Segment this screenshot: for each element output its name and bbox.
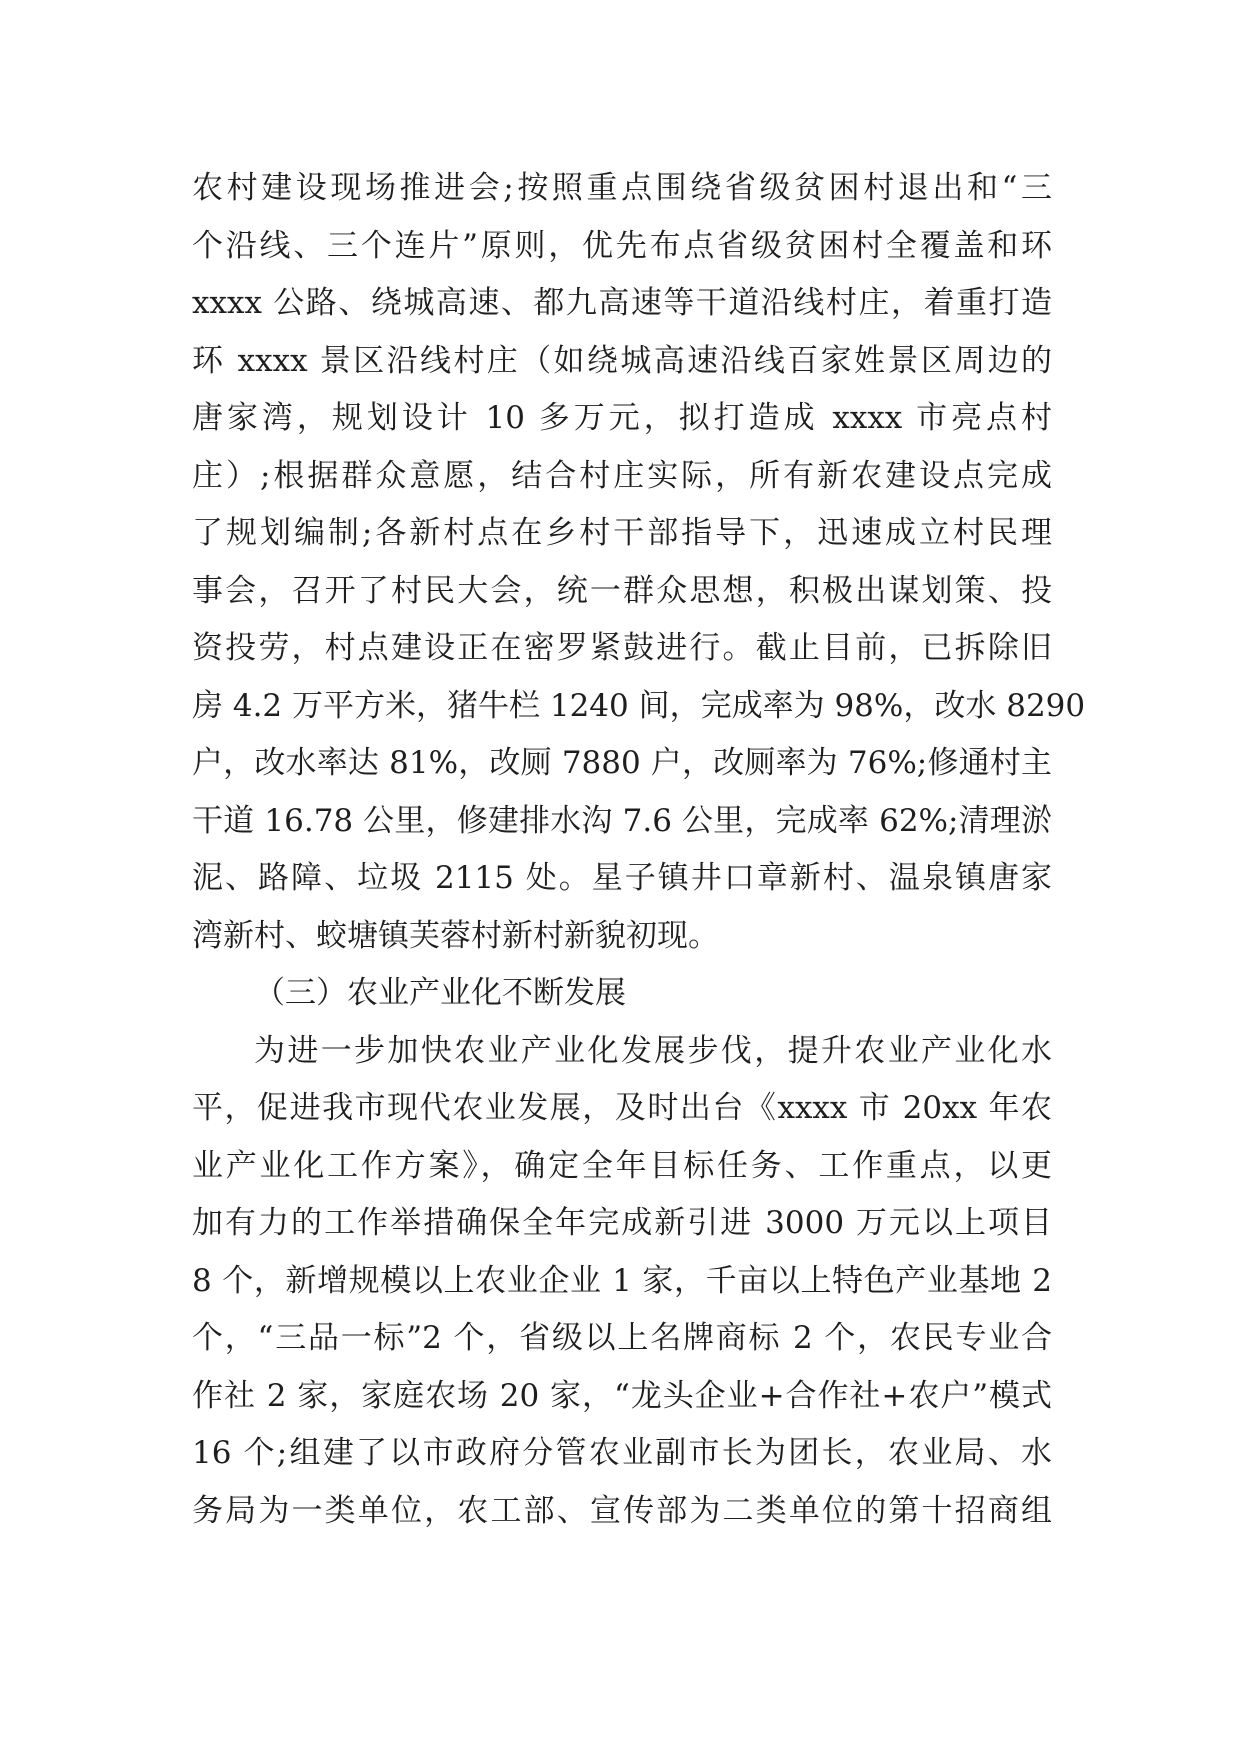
body-line: 户，改水率达 81%，改厕 7880 户，改厕率为 76%;修通村主: [192, 745, 1052, 781]
body-line: 个沿线、三个连片”原则，优先布点省级贫困村全覆盖和环: [192, 227, 1052, 264]
body-line: 业产业化工作方案》，确定全年目标任务、工作重点，以更: [192, 1147, 1052, 1184]
document-body: [192, 160, 1086, 1540]
body-line: 事会，召开了村民大会，统一群众思想，积极出谋划策、投: [192, 572, 1052, 609]
body-line: 16 个;组建了以市政府分管农业副市长为团长，农业局、水: [192, 1435, 1052, 1471]
body-line: 干道 16.78 公里，修建排水沟 7.6 公里，完成率 62%;清理淤: [192, 802, 1052, 839]
body-line: 为进一步加快农业产业化发展步伐，提升农业产业化水: [254, 1032, 1052, 1069]
body-line: xxxx 公路、绕城高速、都九高速等干道沿线村庄，着重打造: [192, 285, 1052, 321]
body-line: 个，“三品一标”2 个，省级以上名牌商标 2 个，农民专业合: [192, 1320, 1052, 1356]
body-line: 平，促进我市现代农业发展，及时出台《xxxx 市 20xx 年农: [192, 1090, 1052, 1126]
body-line: 环 xxxx 景区沿线村庄（如绕城高速沿线百家姓景区周边的: [192, 342, 1052, 379]
body-line: 唐家湾，规划设计 10 多万元，拟打造成 xxxx 市亮点村: [192, 400, 1052, 436]
body-line: 房 4.2 万平方米，猪牛栏 1240 间，完成率为 98%，改水 8290: [192, 687, 1086, 724]
section-heading: （三）农业产业化不断发展: [254, 975, 626, 1011]
body-line: 了规划编制;各新村点在乡村干部指导下，迅速成立村民理: [192, 515, 1052, 551]
body-line: 泥、路障、垃圾 2115 处。星子镇井口章新村、温泉镇唐家: [192, 860, 1052, 896]
body-line: 资投劳，村点建设正在密罗紧鼓进行。截止目前，已拆除旧: [192, 630, 1052, 666]
body-line: 务局为一类单位，农工部、宣传部为二类单位的第十招商组: [192, 1492, 1052, 1529]
body-line: 8 个，新增规模以上农业企业 1 家，千亩以上特色产业基地 2: [192, 1262, 1052, 1299]
body-line: 作社 2 家，家庭农场 20 家，“龙头企业+合作社+农户”模式: [192, 1377, 1052, 1414]
body-line: 农村建设现场推进会;按照重点围绕省级贫困村退出和“三: [192, 170, 1052, 206]
body-line: 加有力的工作举措确保全年完成新引进 3000 万元以上项目: [192, 1205, 1052, 1241]
body-line: 湾新村、蛟塘镇芙蓉村新村新貌初现。: [192, 917, 719, 954]
body-line: 庄）;根据群众意愿，结合村庄实际，所有新农建设点完成: [192, 457, 1052, 494]
